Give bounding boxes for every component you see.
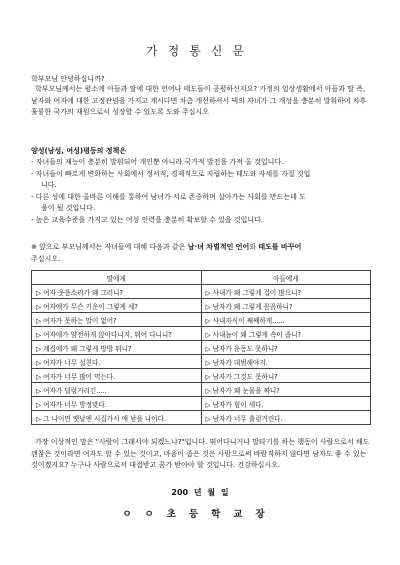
table-row bbox=[32, 369, 371, 383]
daughter-phrase-cell: ▷ 여자가 너무 설친다. bbox=[32, 355, 202, 369]
son-phrase-cell: ▷ 사내자식이 째째하게...... bbox=[201, 313, 371, 327]
bullet-item: - 자녀들이 빠르게 변화하는 사회에서 정서적, 경제적으로 자립하는 태도와 자세를 가질 것입 bbox=[31, 169, 311, 178]
page-title: 가정통신문 bbox=[146, 44, 254, 58]
table-row bbox=[32, 355, 371, 369]
son-phrase-cell: ▷ 사내가 왜 그렇게 겁이 많으니? bbox=[201, 285, 371, 299]
table-row bbox=[32, 397, 371, 411]
daughter-phrase-cell: ▷ 여자가 너무 많이 먹는다. bbox=[32, 369, 202, 383]
table-row bbox=[32, 299, 371, 313]
daughter-phrase-cell: ▷ 여자가 너무 방정맞다. bbox=[32, 397, 202, 411]
date-line: 200 년 월 일 bbox=[171, 488, 229, 497]
son-phrase-cell: ▷ 남자가 운동도 못하니? bbox=[201, 341, 371, 355]
bullet-item-continuation: 움이 될 것입니다. bbox=[41, 204, 96, 212]
request-paragraph: ※ 앞으로 부모님께서는 자녀들에 대해 다음과 같은 남·녀 차별적인 언어와 태도를 바꾸어 주십시오. bbox=[31, 243, 302, 263]
daughter-phrase-cell: ▷ 계집애가 왜 그렇게 방방 뛰니? bbox=[32, 341, 202, 355]
intro-paragraph: 학부모님께서는 평소에 아들과 딸에 대한 언어나 태도들이 공평하신지요? 가정의 일상생활에서 아들과 딸 즉, 남자와 여자에 대한 고정관념을 가지고 계시다면 차츰 개선하셔서 댁의 자녀가 그 개성을 충분히 발휘하여 차후 훌륭한 국가의 재원으로서 성장할 수 있도록 도와 주십시오 bbox=[31, 85, 367, 116]
section-title: 양성(남성, 여성)평등의 정책은 bbox=[31, 147, 127, 155]
bullet-item-continuation: 니다. bbox=[41, 181, 57, 189]
header-son: 아들에게 bbox=[201, 271, 371, 285]
bullet-item: - 자녀들의 재능이 충분히 발휘되어 개인뿐 아니라 국가적 발전을 가져 올 것입니다. bbox=[31, 158, 284, 166]
highlight-text: 태도를 바꾸어 bbox=[258, 243, 302, 251]
daughter-phrase-cell: ▷ 그 나이면 옛날엔 시집가서 애 낳을 나이다. bbox=[32, 411, 202, 425]
son-phrase-cell: ▷ 사내놈이 왜 그렇게 속이 좁니? bbox=[201, 327, 371, 341]
bullet-item: - 높은 교육수준을 가지고 있는 여성 인력을 충분히 확보할 수 있을 것입니다. bbox=[31, 215, 264, 224]
son-phrase-cell: ▷ 남자가 너무 출렁거린다. bbox=[201, 411, 371, 425]
daughter-phrase-cell: ▷ 여자 웃음소리가 왜 그러니? bbox=[32, 285, 202, 299]
daughter-phrase-cell: ▷ 여자애가 얌전하게 앉아다니지, 뛰어 다니니? bbox=[32, 327, 202, 341]
closing-paragraph: 가장 이상적인 말은 "사람이 그래서야 되겠느냐?"입니다. 뛰어다니거나 말타기를 하는 행동이 사람으로서 해도 괜찮은 것이라면 여자도 할 수 있는 것이고, 마음이 좁은 것은 사람으로써 바람직하지 않다면 남자도 좋 수 있는 것이겠지요? 누구나 사람으로서 대접받고 꿈가 받아야 할 것입니다. 건강하십시오. bbox=[31, 438, 370, 469]
table-row bbox=[32, 313, 371, 327]
greeting: 학부모님 안녕하십니까? bbox=[31, 75, 105, 83]
son-phrase-cell: ▷ 남자가 왜 그렇게 꼼꼼하니? bbox=[201, 299, 371, 313]
table-row bbox=[32, 285, 371, 299]
son-phrase-cell: ▷ 남자가 왜 눈물을 짜니? bbox=[201, 383, 371, 397]
son-phrase-cell: ▷ 남자가 힘이 세다. bbox=[201, 397, 371, 411]
header-daughter: 딸에게 bbox=[32, 271, 202, 285]
son-phrase-cell: ▷ 남자가 그것도 못하니? bbox=[201, 369, 371, 383]
highlight-text: 남·녀 차별적인 언어 bbox=[187, 243, 250, 251]
son-phrase-cell: ▷ 남자가 대범해야지. bbox=[201, 355, 371, 369]
table-row bbox=[32, 411, 371, 425]
bullet-list bbox=[31, 157, 371, 226]
daughter-phrase-cell: ▷ 여자애가 무슨 기운이 그렇게 세? bbox=[32, 299, 202, 313]
school-signature: ㅇㅇ초등학교장 bbox=[122, 509, 278, 520]
table-row bbox=[32, 383, 371, 397]
table-header-row bbox=[32, 271, 371, 285]
table-row bbox=[32, 327, 371, 341]
table-row bbox=[32, 341, 371, 355]
bullet-item: - 다른 성에 대한 올바른 이해를 통하여 남녀가 서로 존중하며 살아가는 사회를 만드는데 도 bbox=[31, 192, 306, 201]
daughter-phrase-cell: ▷ 여자가 못하는 말이 없어? bbox=[32, 313, 202, 327]
comparison-table bbox=[31, 270, 371, 425]
daughter-phrase-cell: ▷ 여자가 덜렁거리긴..... bbox=[32, 383, 202, 397]
